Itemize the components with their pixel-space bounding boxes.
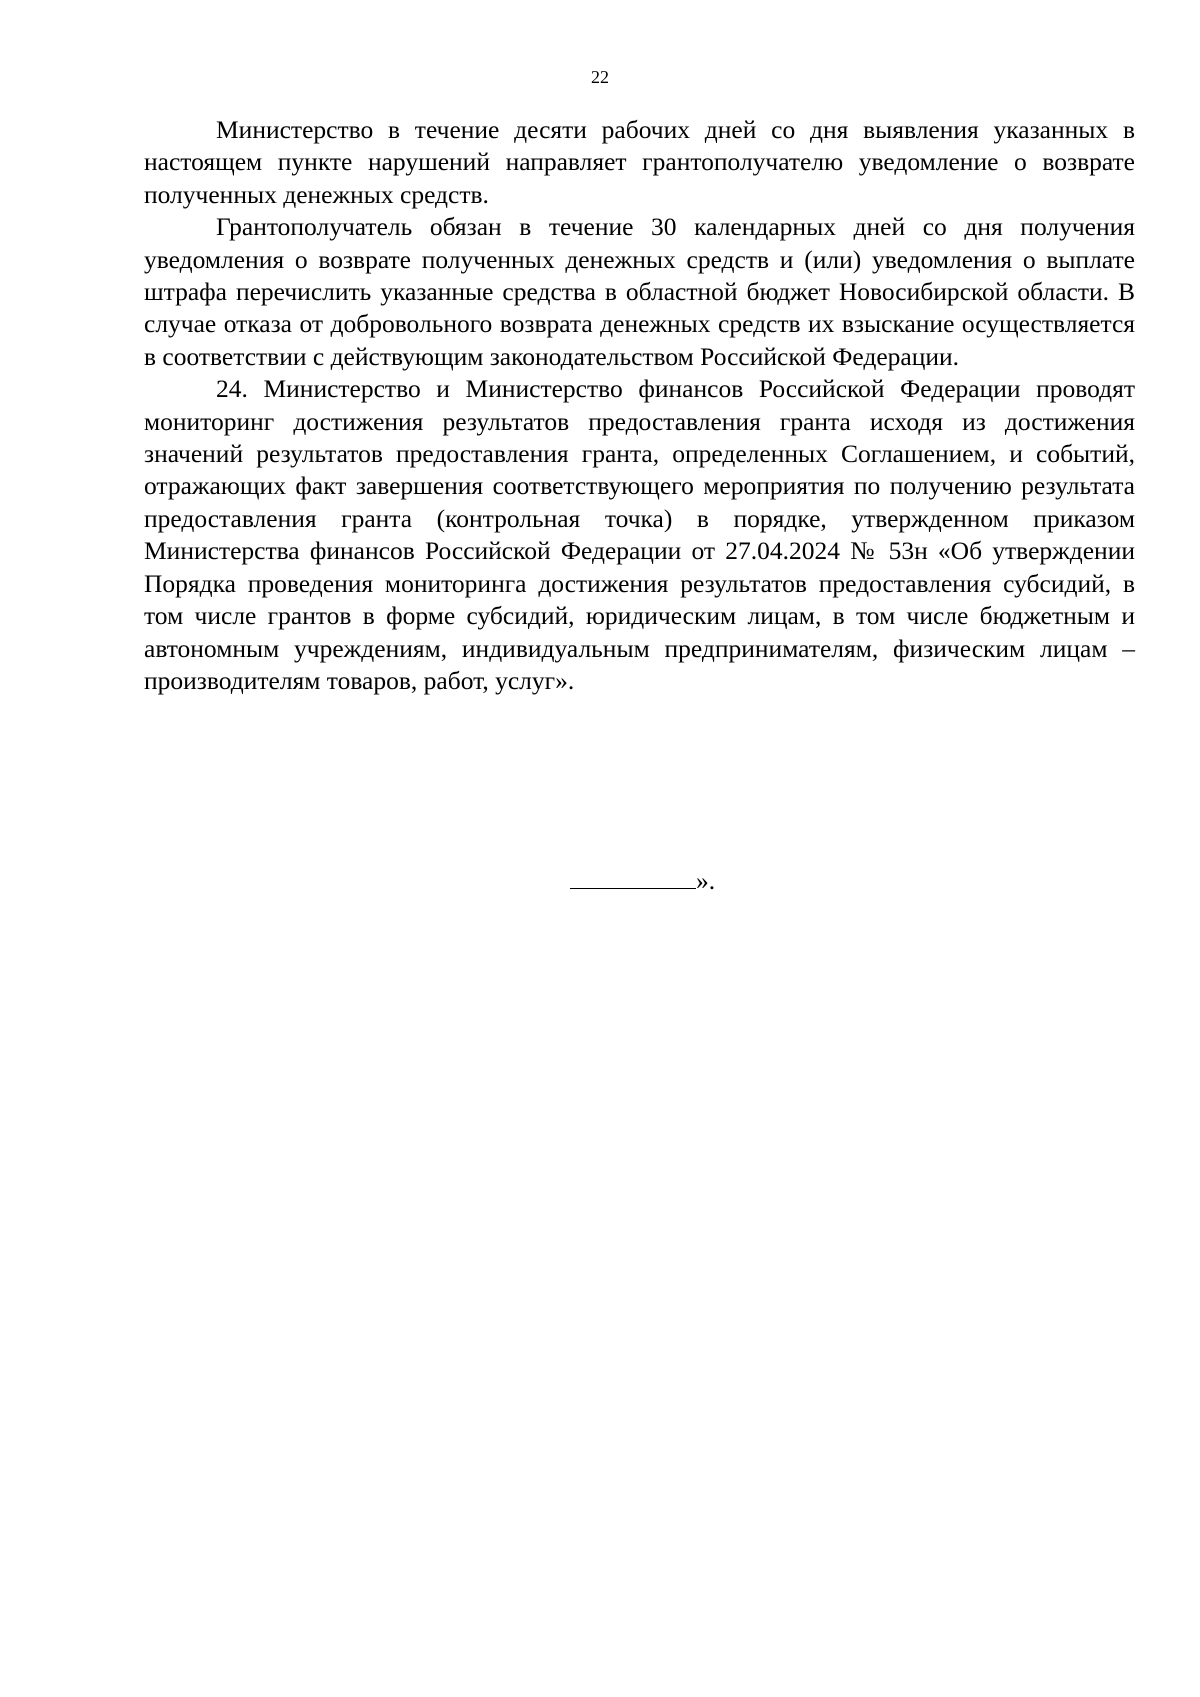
paragraph-item-24-monitoring: 24. Министерство и Министерство финансов Российской Федерации проводят мониторинг достижения результатов предоставления гранта исходя из достижения значений результатов предоставления гранта, определенных Соглашением, и событий, отражающих факт завершения соответствующего мероприятия по получению результата предоставления гранта (контрольная точка) в порядке, утвержденном приказом Министерства финансов Российской Федерации от 27.04.2024 № 53н «Об утверждении Порядка проведения мониторинга достижения результатов предоставления субсидий, в том числе грантов в форме субсидий, юридическим лицам, в том числе бюджетным и автономным учреждениям, индивидуальным предпринимателям, физическим лицам – производителям товаров, работ, услуг». bbox=[144, 374, 1135, 695]
page-number: 22 bbox=[591, 67, 609, 87]
closing-underline bbox=[570, 866, 696, 889]
paragraph-refund-obligation: Грантополучатель обязан в течение 30 календарных дней со дня получения уведомления о возврате полученных денежных средств и (или) уведомления о выплате штрафа перечислить указанные средства в областной бюджет Новосибирской области. В случае отказа от добровольного возврата денежных средств их взыскание осуществляется в соответствии с действующим законодательством Российской Федерации. bbox=[144, 212, 1135, 371]
paragraph-notification: Министерство в течение десяти рабочих дней со дня выявления указанных в настоящем пункте нарушений направляет грантополучателю уведомление о возврате полученных денежных средств. bbox=[144, 115, 1135, 209]
closing-mark bbox=[570, 865, 715, 897]
document-body bbox=[144, 114, 1135, 697]
closing-quote: ». bbox=[696, 866, 716, 895]
